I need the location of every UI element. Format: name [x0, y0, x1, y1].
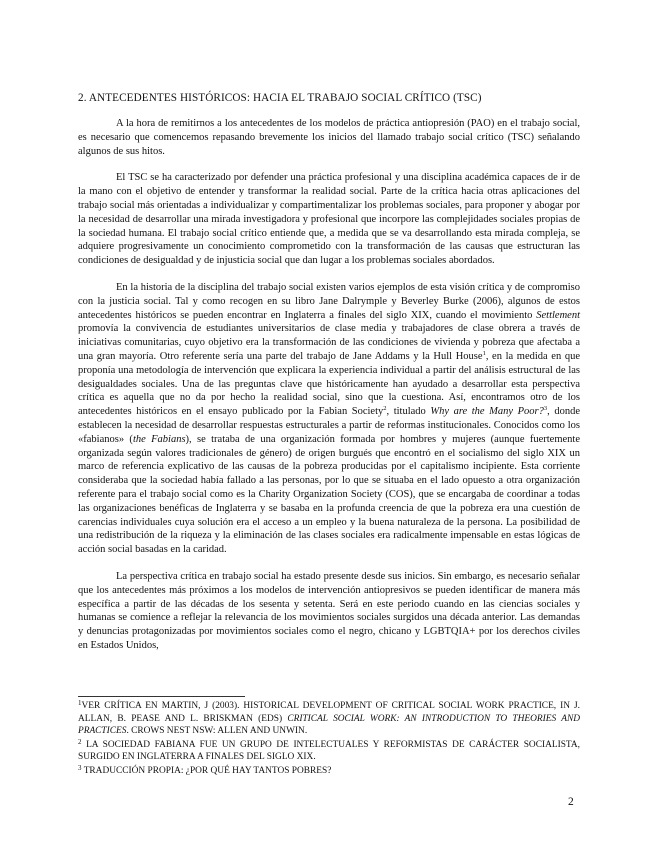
- footnote-ref-1[interactable]: 1: [482, 349, 486, 357]
- footnote-1-book-title: CRITICAL SOCIAL WORK: AN INTRODUCTION TO THEORIES AND PRACTICES: [78, 713, 580, 737]
- history-text-6: ), se trataba de una organización formada por hombres y mujeres (aunque fuertemente organizada según valores tradicionales de género) de origen burgués que encontró en el socialismo del siglo XIX un marco de referencia explicativo de las causas de la pobreza producidas por el capitalismo incipiente. Esta corriente consideraba que la sociedad había fallado a las personas, por lo que se situaba en el lado opuesto a otra organización referente para el trabajo social como es la Charity Organization Society (COS), que se encargaba de coordinar a todas las organizaciones benéficas de Inglaterra y se basaba en la profunda creencia de que la pobreza era una cuestión de carencias individuales cuya solución era el acceso a un empleo y la buena naturaleza de la persona. La posibilidad de una redistribución de la riqueza y la eliminación de las clases sociales era radicalmente impensable en estas lógicas de acción social basadas en la caridad.: [78, 433, 580, 556]
- page-number: 2: [568, 796, 574, 808]
- footnote-separator: [78, 696, 245, 697]
- footnote-2-text: LA SOCIEDAD FABIANA FUE UN GRUPO DE INTELECTUALES Y REFORMISTAS DE CARÁCTER SOCIALISTA, SURGIDO EN INGLATERRA A FINALES DEL SIGLO XIX.: [78, 739, 580, 763]
- history-text-3: , en la medida en que proponía una metodología de intervención que explicara la experiencia individual a partir del análisis estructural de las desigualdades sociales. Una de las preguntas clave que históricamente han ayudado a desarrollar esta perspectiva crítica es aquella que no da por hecho la realidad social, sino que la cuestiona. Así, encontramos otro de los antecedentes históricos en el ensayo publicado por la Fabian Society: [78, 350, 580, 418]
- footnote-3: [78, 765, 580, 778]
- section-heading: 2. ANTECEDENTES HISTÓRICOS: HACIA EL TRABAJO SOCIAL CRÍTICO (TSC): [78, 92, 482, 104]
- paragraph-history: [78, 281, 580, 557]
- fabians-term: the Fabians: [132, 433, 186, 445]
- footnote-1-text-b: . CROWS NEST NSW: ALLEN AND UNWIN.: [126, 726, 308, 737]
- paragraph-critical-perspective: La perspectiva crítica en trabajo social ha estado presente desde sus inicios. Sin embargo, es necesario señalar que los antecedentes más próximos a los modelos de intervención antiopresivos se pueden identificar de manera más específica a partir de las décadas de los sesenta y setenta. Será en este periodo cuando en las ciencias sociales y humanas se comience a reflejar la relevancia de los movimientos sociales surgidos una década anterior. Las demandas y denuncias protagonizadas por movimientos sociales como el negro, chicano y LGBTQIA+ por los derechos civiles en Estados Unidos,: [78, 570, 580, 651]
- footnote-ref-3[interactable]: 3: [543, 405, 548, 413]
- footnote-3-number: 3: [78, 763, 82, 772]
- footnote-3-text: TRADUCCIÓN PROPIA: ¿POR QUÉ HAY TANTOS POBRES?: [83, 765, 332, 776]
- footnote-2-number: 2: [78, 737, 82, 746]
- history-text-1: En la historia de la disciplina del trabajo social existen varios ejemplos de esta visión crítica y de compromiso con la justicia social. Tal y como recogen en su libro Jane Dalrymple y Beverley Burke (2006), algunos de estos antecedentes históricos se pueden encontrar en Inglaterra a finales del siglo XIX, cuando el movimiento: [78, 281, 580, 321]
- footnotes: [78, 700, 580, 779]
- footnote-ref-2[interactable]: 2: [383, 405, 387, 413]
- footnote-1-number: 1: [78, 699, 82, 707]
- settlement-term: Settlement: [536, 309, 580, 321]
- history-text-5: , donde establecen la necesidad de desarrollar respuestas estructurales a partir de reformas institucionales. Conocidos como los «fabianos» (: [78, 406, 580, 445]
- footnote-1: [78, 700, 580, 738]
- paragraph-tsc-definition: El TSC se ha caracterizado por defender una práctica profesional y una disciplina académica capaces de ir de la mano con el objetivo de entender y transformar la realidad social. Parte de la crítica hacia otras aplicaciones del trabajo social más orientadas a individualizar y compartimentalizar los problemas sociales, para proponer y abogar por la necesidad de desarrollar una mirada investigadora y profesional que incorpore las complejidades sociales propias de la sociedad humana. El trabajo social crítico entiende que, a medida que se va desarrollando esta mirada compleja, se adquiere progresivamente un conocimiento comprometido con la transformación de las causas que estructuran las condiciones de desigualdad y de injusticia social que dan lugar a los problemas sociales abordados.: [78, 172, 580, 267]
- history-text-4: , titulado: [386, 406, 431, 418]
- essay-title: Why are the Many Poor?: [430, 406, 544, 418]
- paragraph-intro: A la hora de remitirnos a los antecedentes de los modelos de práctica antiopresión (PAO) en el trabajo social, es necesario que comencemos repasando brevemente los inicios del llamado trabajo social crítico (TSC) señalando algunos de sus hitos.: [78, 118, 580, 157]
- footnote-2: [78, 739, 580, 764]
- body-content: [78, 91, 580, 666]
- history-text-2: promovía la convivencia de estudiantes universitarios de clase media y trabajadores de clase obrera a través de iniciativas comunitarias, cuyo objetivo era la transformación de las condiciones de vivienda y pobreza que afectaba a una gran mayoría. Otro referente sería una parte del trabajo de Jane Addams y la Hull House: [78, 323, 580, 362]
- footnote-1-text-a: VER CRÍTICA EN MARTIN, J (2003). HISTORICAL DEVELOPMENT OF CRITICAL SOCIAL WORK PRACTICE, IN J. ALLAN, B. PEASE AND L. BRISKMAN (EDS): [78, 701, 580, 724]
